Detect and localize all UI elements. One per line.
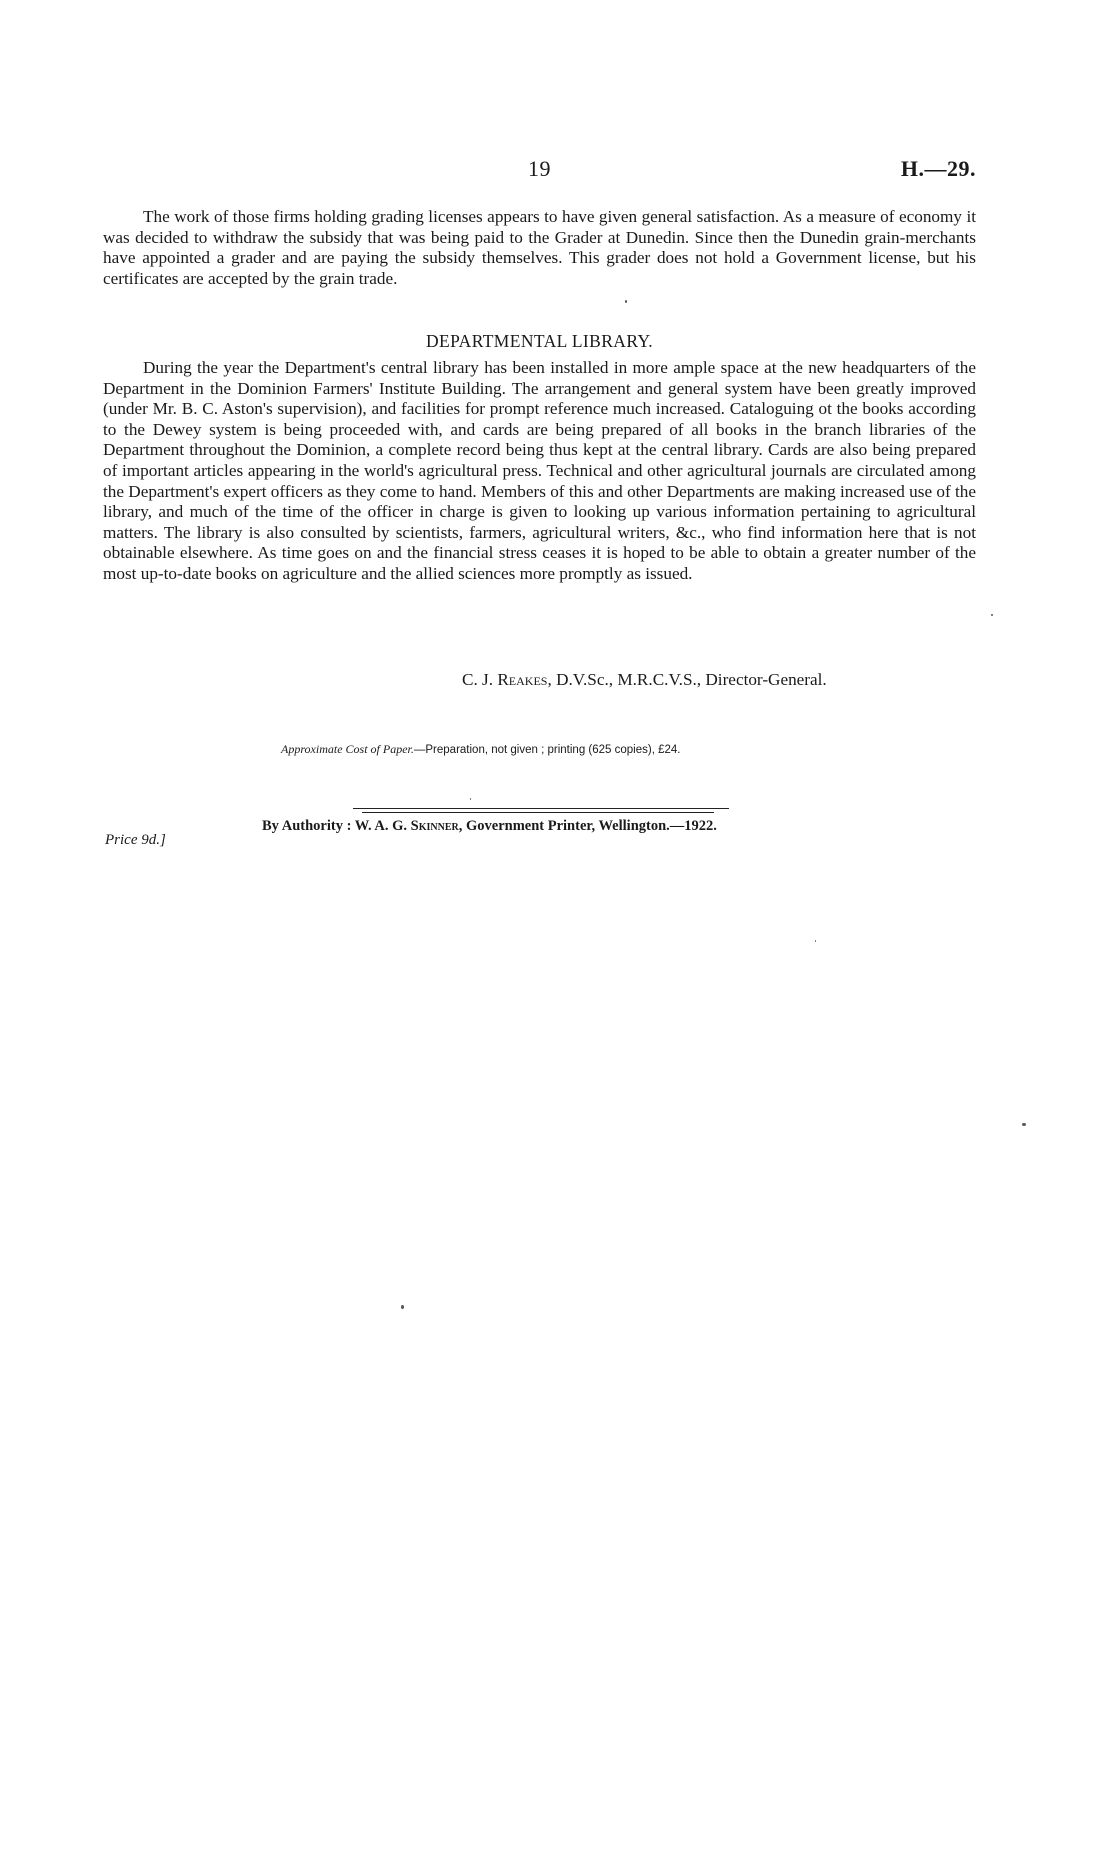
printer-imprint xyxy=(262,818,717,835)
document-reference: H.—29. xyxy=(900,156,976,181)
page-header xyxy=(103,156,976,190)
imprint-printer-surname: Skinner xyxy=(410,818,459,834)
page-number: 19 xyxy=(528,156,551,181)
signature-line xyxy=(462,670,827,690)
scan-speck xyxy=(470,798,471,800)
signature-credentials: , D.V.Sc., M.R.C.V.S., Director-General. xyxy=(547,670,827,689)
scan-speck xyxy=(401,1305,404,1309)
signature-initials: C. J. xyxy=(462,670,494,689)
scan-speck xyxy=(815,940,816,942)
scan-speck xyxy=(1022,1123,1026,1126)
paragraph-library xyxy=(103,358,976,585)
cost-label: Approximate Cost of Paper. xyxy=(281,742,414,756)
price-note: Price 9d.] xyxy=(105,832,166,848)
paragraph-grading-licenses xyxy=(103,207,976,289)
cost-of-paper-note xyxy=(281,742,680,757)
scan-speck xyxy=(625,300,627,303)
imprint-suffix: , Government Printer, Wellington.—1922. xyxy=(458,818,717,834)
signature-surname: Reakes xyxy=(497,670,548,689)
imprint-rule-bottom xyxy=(362,812,714,813)
section-heading-library: DEPARTMENTAL LIBRARY. xyxy=(426,331,653,351)
imprint-rule-top xyxy=(353,808,729,809)
paragraph-library-text: During the year the Department's central library has been installed in more ample space at the new headquarters of the Department in the Dominion Farmers' Institute Building. The arrangement and general system have been greatly improved (under Mr. B. C. Aston's supervision), and facilities for prompt reference much increased. Cataloguing ot the books according to the Dewey system is being proceeded with, and cards are being prepared of all books in the branch libraries of the Department throughout the Dominion, a complete record being thus kept at the central library. Cards are also being prepared of important articles appearing in the world's agricultural press. Technical and other agricultural journals are circulated among the Department's expert officers as they come to hand. Members of this and other Departments are making increased use of the library, and much of the time of the officer in charge is given to looking up various information pertaining to agricultural matters. The library is also consulted by scientists, farmers, agricultural writers, &c., who find information here that is not obtainable elsewhere. As time goes on and the financial stress ceases it is hoped to be able to obtain a greater number of the most up-to-date books on agriculture and the allied sciences more promptly as issued. xyxy=(103,358,976,583)
cost-text: —Preparation, not given ; printing (625 copies), £24. xyxy=(413,744,681,756)
paragraph-grading-text: The work of those firms holding grading licenses appears to have given general satisfaction. As a measure of economy it was decided to withdraw the subsidy that was being paid to the Grader at Dunedin. Since then the Dunedin grain-merchants have appointed a grader and are paying the subsidy themselves. This grader does not hold a Government license, but his certificates are accepted by the grain trade. xyxy=(103,207,976,288)
imprint-prefix: By Authority : W. A. G. xyxy=(262,818,411,834)
scan-speck xyxy=(991,614,993,616)
